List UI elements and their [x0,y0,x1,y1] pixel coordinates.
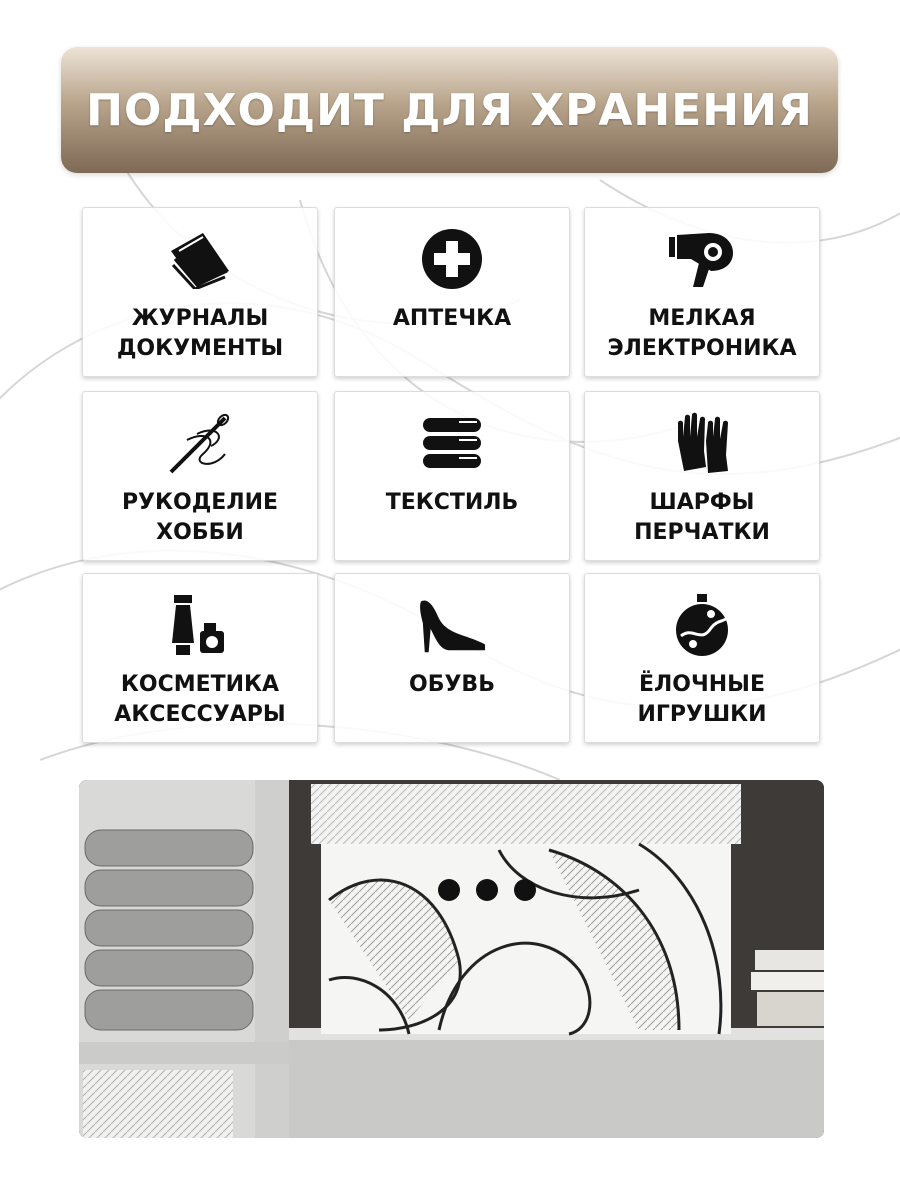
christmas-ornament-icon [667,590,737,660]
storage-box-photo [79,780,824,1138]
cosmetics-icon [165,590,235,660]
item-card-handicraft [82,391,318,561]
folded-towels-icon [417,408,487,478]
gloves-icon [667,408,737,478]
first-aid-icon [417,224,487,294]
item-label: ЖУРНАЛЫ ДОКУМЕНТЫ [116,306,284,361]
item-card-textile [334,391,570,561]
item-label: РУКОДЕЛИЕ ХОББИ [121,490,279,545]
needle-thread-icon [165,408,235,478]
header-banner [61,47,838,173]
item-label: МЕЛКАЯ ЭЛЕКТРОНИКА [607,306,797,361]
item-label: АПТЕЧКА [392,306,512,331]
item-label: КОСМЕТИКА АКСЕССУАРЫ [114,672,286,727]
item-card-cosmetics [82,573,318,743]
item-card-first-aid [334,207,570,377]
page-title: ПОДХОДИТ ДЛЯ ХРАНЕНИЯ [86,84,813,136]
item-label: ЁЛОЧНЫЕ ИГРУШКИ [637,672,767,727]
item-card-magazines [82,207,318,377]
hair-dryer-icon [667,224,737,294]
magazine-icon [165,224,235,294]
item-card-ornaments [584,573,820,743]
item-card-shoes [334,573,570,743]
item-card-electronics [584,207,820,377]
item-card-scarves [584,391,820,561]
item-label: ШАРФЫ ПЕРЧАТКИ [634,490,770,545]
high-heel-icon [417,590,487,660]
item-label: ОБУВЬ [409,672,495,697]
product-photo [79,780,824,1138]
item-label: ТЕКСТИЛЬ [385,490,519,515]
